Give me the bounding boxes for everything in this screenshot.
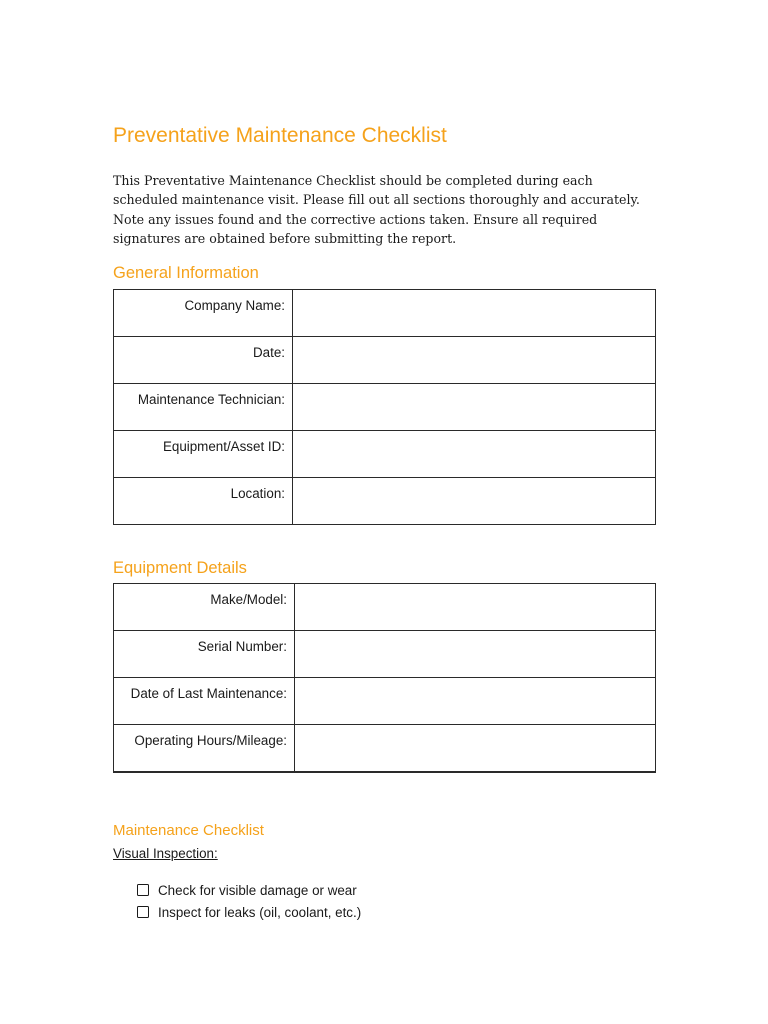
make-model-label: Make/Model: — [114, 584, 295, 631]
table-row — [114, 584, 656, 631]
table-row — [114, 290, 656, 337]
location-field[interactable] — [293, 478, 656, 525]
checklist-item-label: Inspect for leaks (oil, coolant, etc.) — [158, 904, 362, 920]
checkbox-icon[interactable] — [137, 884, 149, 896]
visual-inspection-checklist — [137, 879, 361, 923]
date-of-last-maintenance-field[interactable] — [295, 678, 656, 725]
serial-number-label: Serial Number: — [114, 631, 295, 678]
checklist-item-label: Check for visible damage or wear — [158, 882, 357, 898]
operating-hours-mileage-input[interactable] — [295, 725, 655, 771]
equipment-details-heading: Equipment Details — [113, 559, 247, 577]
make-model-field[interactable] — [295, 584, 656, 631]
equipment-asset-id-field[interactable] — [293, 431, 656, 478]
make-model-input[interactable] — [295, 584, 655, 630]
table-row — [114, 431, 656, 478]
date-field[interactable] — [293, 337, 656, 384]
checklist-item-visible-damage[interactable] — [137, 879, 361, 901]
maintenance-technician-input[interactable] — [293, 384, 655, 430]
date-of-last-maintenance-label: Date of Last Maintenance: — [114, 678, 295, 725]
intro-paragraph: This Preventative Maintenance Checklist should be completed during each scheduled maintenance visit. Please fill out all sections thoroughly and accurately. Note any issues found and the corrective actions taken. Ensure all required signatures are obtained before submitting the report. — [113, 173, 640, 247]
equipment-asset-id-label: Equipment/Asset ID: — [114, 431, 293, 478]
location-label: Location: — [114, 478, 293, 525]
date-label: Date: — [114, 337, 293, 384]
location-input[interactable] — [293, 478, 655, 524]
visual-inspection-subheading: Visual Inspection: — [113, 846, 218, 861]
table-row — [114, 725, 656, 773]
maintenance-checklist-heading: Maintenance Checklist — [113, 822, 264, 839]
table-row — [114, 337, 656, 384]
serial-number-field[interactable] — [295, 631, 656, 678]
maintenance-technician-field[interactable] — [293, 384, 656, 431]
company-name-input[interactable] — [293, 290, 655, 336]
checkbox-icon[interactable] — [137, 906, 149, 918]
date-of-last-maintenance-input[interactable] — [295, 678, 655, 724]
serial-number-input[interactable] — [295, 631, 655, 677]
date-input[interactable] — [293, 337, 655, 383]
page-title: Preventative Maintenance Checklist — [113, 124, 447, 147]
table-row — [114, 384, 656, 431]
maintenance-technician-label: Maintenance Technician: — [114, 384, 293, 431]
operating-hours-mileage-label: Operating Hours/Mileage: — [114, 725, 295, 773]
checklist-item-leaks[interactable] — [137, 901, 361, 923]
table-row — [114, 478, 656, 525]
table-row — [114, 631, 656, 678]
equipment-details-table — [113, 583, 656, 773]
general-information-heading: General Information — [113, 264, 259, 282]
equipment-asset-id-input[interactable] — [293, 431, 655, 477]
operating-hours-mileage-field[interactable] — [295, 725, 656, 773]
table-row — [114, 678, 656, 725]
company-name-label: Company Name: — [114, 290, 293, 337]
company-name-field[interactable] — [293, 290, 656, 337]
general-information-table — [113, 289, 656, 525]
